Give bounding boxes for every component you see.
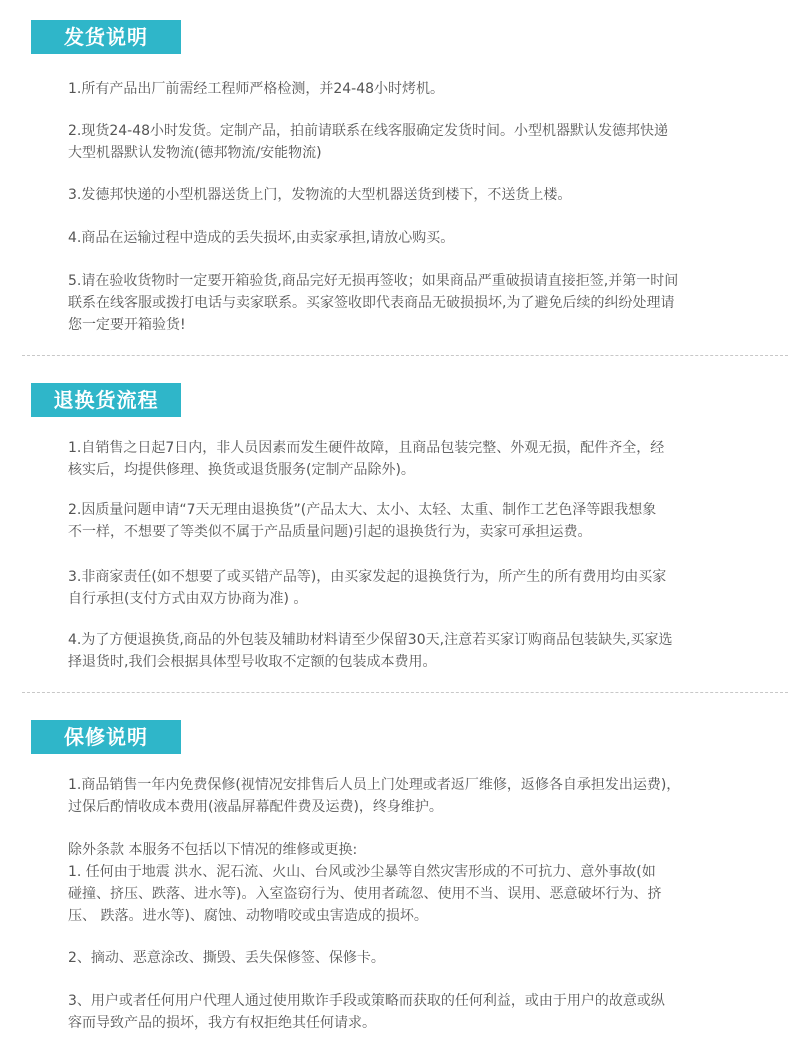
- warranty-exclusions: 除外条款 本服务不包括以下情况的维修或更换: 1. 任何由于地震 洪水、泥石流、火山、台风或沙尘暴等自然灾害形成的不可抗力、意外事故(如 碰撞、挤压、跌落、进水等)。入室盗窃行为、使用者疏忽、使用不当、误用、恶意破坏行为、挤 压、 跌落。进水等)、腐蚀、动物啃咬或虫害造成的损坏。: [68, 842, 662, 924]
- shipping-item-5: 5.请在验收货物时一定要开箱验货,商品完好无损再签收；如果商品严重破损请直接拒签,并第一时间 联系在线客服或拨打电话与卖家联系。买家签收即代表商品无破损损坏,为了避免后续的纠纷处理请 您一定要开箱验货!: [68, 273, 679, 333]
- divider-2: [22, 692, 788, 693]
- divider-1: [22, 355, 788, 356]
- warranty-item-3: 3、用户或者任何用户代理人通过使用欺诈手段或策略而获取的任何利益，或由于用户的故意或纵 容而导致产品的损坏，我方有权拒绝其任何请求。: [68, 993, 665, 1031]
- warranty-item-1: 1.商品销售一年内免费保修(视情况安排售后人员上门处理或者返厂维修，返修各自承担发出运费)， 过保后酌情收成本费用(液晶屏幕配件费及运费)，终身维护。: [68, 777, 681, 815]
- returns-item-1: 1.自销售之日起7日内，非人员因素而发生硬件故障，且商品包装完整、外观无损，配件齐全，经 核实后，均提供修理、换货或退货服务(定制产品除外)。: [68, 440, 665, 478]
- warranty-item-2: 2、摘动、恶意涂改、撕毁、丢失保修签、保修卡。: [68, 950, 385, 966]
- returns-heading: 退换货流程: [31, 383, 181, 417]
- returns-item-4: 4.为了方便退换货,商品的外包装及辅助材料请至少保留30天,注意若买家订购商品包装缺失,买家选 择退货时,我们会根据具体型号收取不定额的包装成本费用。: [68, 632, 673, 670]
- warranty-heading: 保修说明: [31, 720, 181, 754]
- shipping-item-1: 1.所有产品出厂前需经工程师严格检测，并24-48小时烤机。: [68, 81, 445, 97]
- returns-item-2: 2.因质量问题申请“7天无理由退换货”(产品太大、太小、太轻、太重、制作工艺色泽等跟我想象 不一样，不想要了等类似不属于产品质量问题)引起的退换货行为，卖家可承担运费。: [68, 502, 657, 540]
- returns-item-3: 3.非商家责任(如不想要了或买错产品等)，由买家发起的退换货行为，所产生的所有费用均由买家 自行承担(支付方式由双方协商为准) 。: [68, 569, 667, 607]
- shipping-item-2: 2.现货24-48小时发货。定制产品，拍前请联系在线客服确定发货时间。小型机器默认发德邦快递 大型机器默认发物流(德邦物流/安能物流): [68, 123, 669, 161]
- shipping-item-4: 4.商品在运输过程中造成的丢失损坏,由卖家承担,请放心购买。: [68, 230, 455, 246]
- shipping-item-3: 3.发德邦快递的小型机器送货上门，发物流的大型机器送货到楼下，不送货上楼。: [68, 187, 572, 203]
- shipping-heading: 发货说明: [31, 20, 181, 54]
